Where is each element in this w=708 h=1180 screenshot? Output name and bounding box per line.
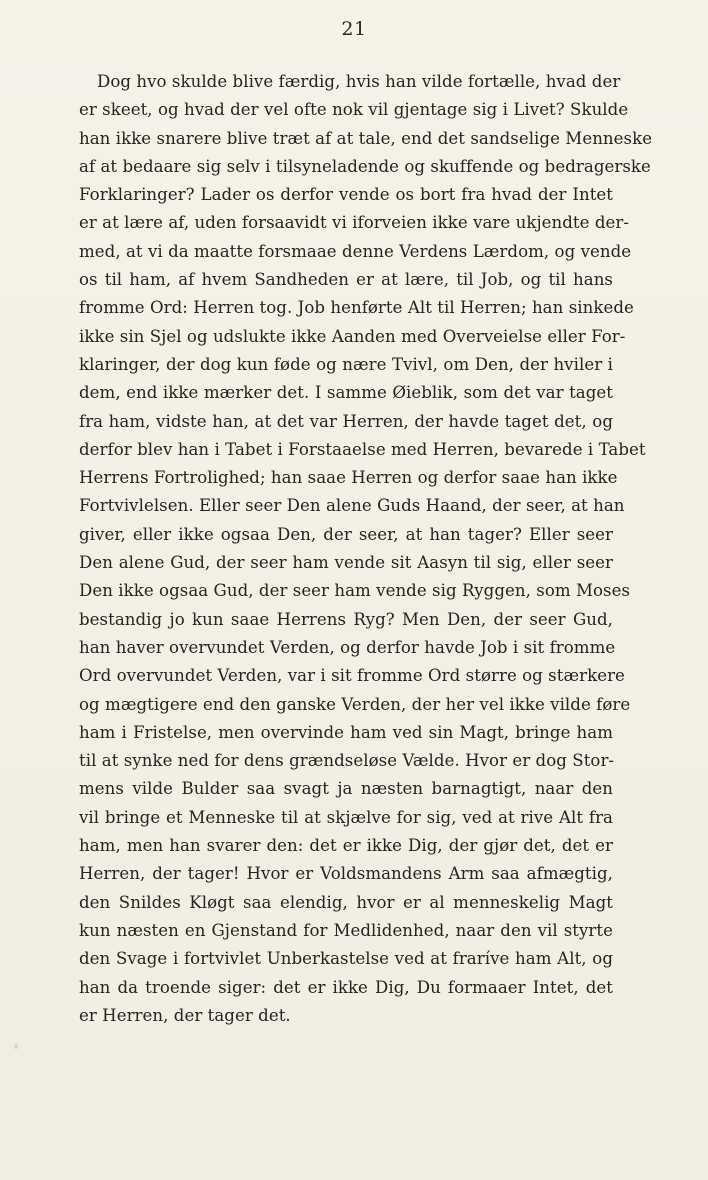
text-line: han haver overvundet Verden, og derfor havde Job i sit fromme <box>79 637 616 657</box>
text-line: Forklaringer? Lader os derfor vende os bort fra hvad der Intet <box>79 185 613 205</box>
text-line: han ikke snarere blive træt af at tale, end det sandselige Menneske <box>79 128 653 148</box>
body-text <box>79 68 653 1030</box>
text-line: bestandig jo kun saae Herrens Ryg? Men Den, der seer Gud, <box>79 609 613 629</box>
text-line: er skeet, og hvad der vel ofte nok vil gjentage sig i Livet? Skulde <box>79 100 629 120</box>
text-line: fra ham, vidste han, at det var Herren, der havde taget det, og <box>79 411 613 431</box>
text-line: og mægtigere end den ganske Verden, der her vel ikke vilde føre <box>79 694 631 714</box>
text-line: Dog hvo skulde blive færdig, hvis han vilde fortælle, hvad der <box>97 72 621 91</box>
text-line: fromme Ord: Herren tog. Job henførte Alt til Herren; han sinkede <box>79 298 634 318</box>
text-line: kun næsten en Gjenstand for Medlidenhed, naar den vil styrte <box>79 920 613 940</box>
text-line: han da troende siger: det er ikke Dig, Du formaaer Intet, det <box>79 977 613 997</box>
text-line: derfor blev han i Tabet i Forstaaelse med Herren, bevarede i Tabet <box>79 439 646 459</box>
text-line: os til ham, af hvem Sandheden er at lære, til Job, og til hans <box>79 270 613 290</box>
text-line: Herrens Fortrolighed; han saae Herren og derfor saae han ikke <box>79 468 618 488</box>
text-line: er Herren, der tager det. <box>79 1005 291 1025</box>
text-line: ham i Fristelse, men overvinde ham ved sin Magt, bringe ham <box>79 722 613 742</box>
text-line: er at lære af, uden forsaavidt vi iforveien ikke vare ukjendte der- <box>79 213 630 233</box>
text-line: af at bedaare sig selv i tilsyneladende og skuffende og bedragerske <box>79 156 651 176</box>
text-line: mens vilde Bulder saa svagt ja næsten barnagtigt, naar den <box>79 779 613 799</box>
text-line: giver, eller ikke ogsaa Den, der seer, at han tager? Eller seer <box>79 524 613 544</box>
text-line: vil bringe et Menneske til at skjælve for sig, ved at rive Alt fra <box>79 807 613 827</box>
text-line: Den ikke ogsaa Gud, der seer ham vende sig Ryggen, som Moses <box>79 581 631 601</box>
text-line: Fortvivlelsen. Eller seer Den alene Guds Haand, der seer, at han <box>79 496 625 516</box>
text-line: klaringer, der dog kun føde og nære Tvivl, om Den, der hviler i <box>79 354 613 374</box>
paper-speck <box>14 1044 18 1049</box>
text-line: til at synke ned for dens grændseløse Vælde. Hvor er dog Stor- <box>79 751 615 771</box>
text-line: med, at vi da maatte forsmaae denne Verdens Lærdom, og vende <box>79 241 632 261</box>
text-line: dem, end ikke mærker det. I samme Øieblik, som det var taget <box>79 383 613 403</box>
page-number: 21 <box>341 18 367 40</box>
text-line: ham, men han svarer den: det er ikke Dig, der gjør det, det er <box>79 836 613 856</box>
text-line: Den alene Gud, der seer ham vende sit Aasyn til sig, eller seer <box>79 553 613 573</box>
text-line: ikke sin Sjel og udslukte ikke Aanden med Overveielse eller For- <box>79 326 626 346</box>
text-line: den Svage i fortvivlet Unberkastelse ved at fraríve ham Alt, og <box>79 949 613 969</box>
text-line: Herren, der tager! Hvor er Voldsmandens Arm saa afmægtig, <box>79 864 613 884</box>
text-line: Ord overvundet Verden, var i sit fromme Ord større og stærkere <box>79 666 625 686</box>
text-line: den Snildes Kløgt saa elendig, hvor er al menneskelig Magt <box>79 892 613 912</box>
